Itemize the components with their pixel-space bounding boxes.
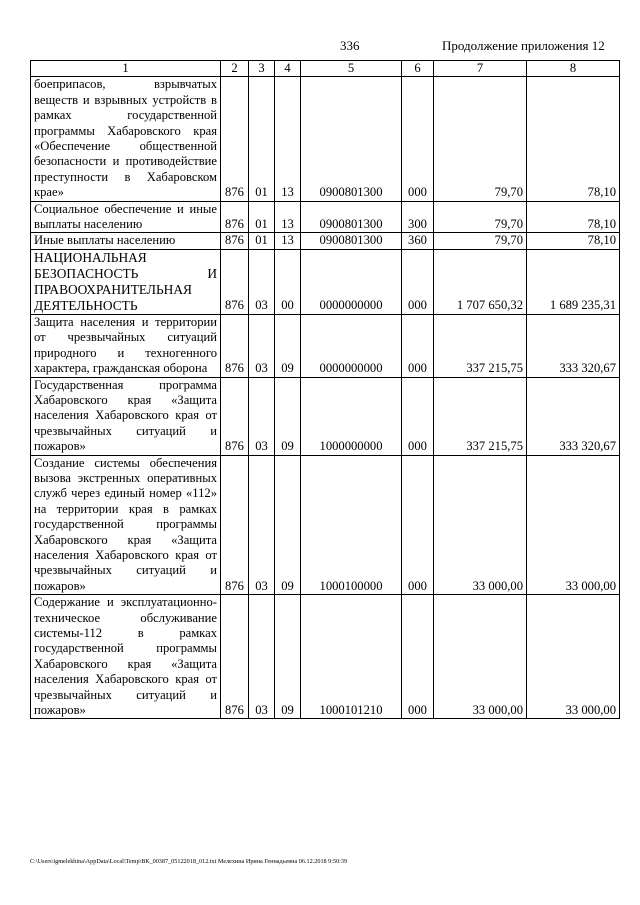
expense-type-code: 360 — [402, 233, 434, 249]
subsection-code: 09 — [275, 455, 301, 595]
expense-type-code: 000 — [402, 249, 434, 314]
footer-file-path: C:\Users\igmelekhina\AppData\Local\Temp\ВК_00387_05122018_012.txt Мелехина Ирина Геннадьевна 06.12.2018 9:50:39 — [30, 858, 348, 865]
column-header: 2 — [221, 61, 249, 77]
row-name: Государственная программа Хабаровского края «Защита населения Хабаровского края от чрезвычайных ситуаций и пожаров» — [31, 377, 221, 455]
admin-code: 876 — [221, 595, 249, 719]
target-article-code: 0900801300 — [301, 233, 402, 249]
target-article-code: 1000000000 — [301, 377, 402, 455]
continuation-label: Продолжение приложения 12 — [442, 38, 605, 53]
amount-col7: 337 215,75 — [434, 314, 527, 377]
amount-col8: 33 000,00 — [527, 455, 620, 595]
subsection-code: 13 — [275, 77, 301, 201]
admin-code: 876 — [221, 377, 249, 455]
row-name: Создание системы обеспечения вызова экстренных оперативных служб через единый номер «112» на территории края в рамках государственной программы Хабаровского края «Защита населения Хабаровского края от чрезвычайных ситуаций и пожаров» — [31, 455, 221, 595]
column-header: 6 — [402, 61, 434, 77]
column-header: 5 — [301, 61, 402, 77]
row-name: Социальное обеспечение и иные выплаты населению — [31, 201, 221, 233]
budget-table — [30, 60, 620, 719]
table-row — [31, 201, 620, 233]
subsection-code: 09 — [275, 595, 301, 719]
amount-col8: 1 689 235,31 — [527, 249, 620, 314]
row-name: Содержание и эксплуатационно-техническое обслуживание системы-112 в рамках государственной программы Хабаровского края «Защита населения Хабаровского края от чрезвычайных ситуаций и пожаров» — [31, 595, 221, 719]
amount-col7: 33 000,00 — [434, 595, 527, 719]
expense-type-code: 000 — [402, 77, 434, 201]
target-article-code: 0900801300 — [301, 201, 402, 233]
target-article-code: 1000100000 — [301, 455, 402, 595]
column-header: 1 — [31, 61, 221, 77]
table-row — [31, 249, 620, 314]
expense-type-code: 000 — [402, 455, 434, 595]
target-article-code: 1000101210 — [301, 595, 402, 719]
table-row — [31, 314, 620, 377]
section-code: 03 — [249, 249, 275, 314]
section-code: 03 — [249, 595, 275, 719]
amount-col7: 1 707 650,32 — [434, 249, 527, 314]
section-code: 03 — [249, 314, 275, 377]
target-article-code: 0000000000 — [301, 249, 402, 314]
column-header: 4 — [275, 61, 301, 77]
subsection-code: 00 — [275, 249, 301, 314]
section-code: 01 — [249, 233, 275, 249]
column-header: 8 — [527, 61, 620, 77]
expense-type-code: 300 — [402, 201, 434, 233]
admin-code: 876 — [221, 455, 249, 595]
row-name: Защита населения и территории от чрезвычайных ситуаций природного и техногенного характера, гражданская оборона — [31, 314, 221, 377]
amount-col8: 33 000,00 — [527, 595, 620, 719]
section-code: 01 — [249, 77, 275, 201]
section-code: 03 — [249, 377, 275, 455]
table-row — [31, 595, 620, 719]
amount-col7: 337 215,75 — [434, 377, 527, 455]
table-row — [31, 233, 620, 249]
subsection-code: 09 — [275, 377, 301, 455]
column-number-row — [31, 61, 620, 77]
target-article-code: 0000000000 — [301, 314, 402, 377]
amount-col7: 79,70 — [434, 201, 527, 233]
table-row — [31, 77, 620, 201]
amount-col8: 78,10 — [527, 201, 620, 233]
expense-type-code: 000 — [402, 377, 434, 455]
row-name: НАЦИОНАЛЬНАЯ БЕЗОПАСНОСТЬ И ПРАВООХРАНИТЕЛЬНАЯ ДЕЯТЕЛЬНОСТЬ — [31, 249, 221, 314]
amount-col7: 79,70 — [434, 77, 527, 201]
admin-code: 876 — [221, 77, 249, 201]
row-name: боеприпасов, взрывчатых веществ и взрывных устройств в рамках государственной программы Хабаровского края «Обеспечение общественной безопасности и противодействие преступности в Хабаровском крае» — [31, 77, 221, 201]
table-row — [31, 377, 620, 455]
expense-type-code: 000 — [402, 314, 434, 377]
target-article-code: 0900801300 — [301, 77, 402, 201]
amount-col7: 79,70 — [434, 233, 527, 249]
admin-code: 876 — [221, 233, 249, 249]
admin-code: 876 — [221, 249, 249, 314]
amount-col8: 78,10 — [527, 77, 620, 201]
expense-type-code: 000 — [402, 595, 434, 719]
subsection-code: 13 — [275, 233, 301, 249]
row-name: Иные выплаты населению — [31, 233, 221, 249]
amount-col8: 78,10 — [527, 233, 620, 249]
subsection-code: 09 — [275, 314, 301, 377]
page-number: 336 — [340, 38, 360, 53]
section-code: 03 — [249, 455, 275, 595]
admin-code: 876 — [221, 201, 249, 233]
amount-col8: 333 320,67 — [527, 377, 620, 455]
table-row — [31, 455, 620, 595]
amount-col8: 333 320,67 — [527, 314, 620, 377]
admin-code: 876 — [221, 314, 249, 377]
column-header: 7 — [434, 61, 527, 77]
amount-col7: 33 000,00 — [434, 455, 527, 595]
section-code: 01 — [249, 201, 275, 233]
column-header: 3 — [249, 61, 275, 77]
subsection-code: 13 — [275, 201, 301, 233]
